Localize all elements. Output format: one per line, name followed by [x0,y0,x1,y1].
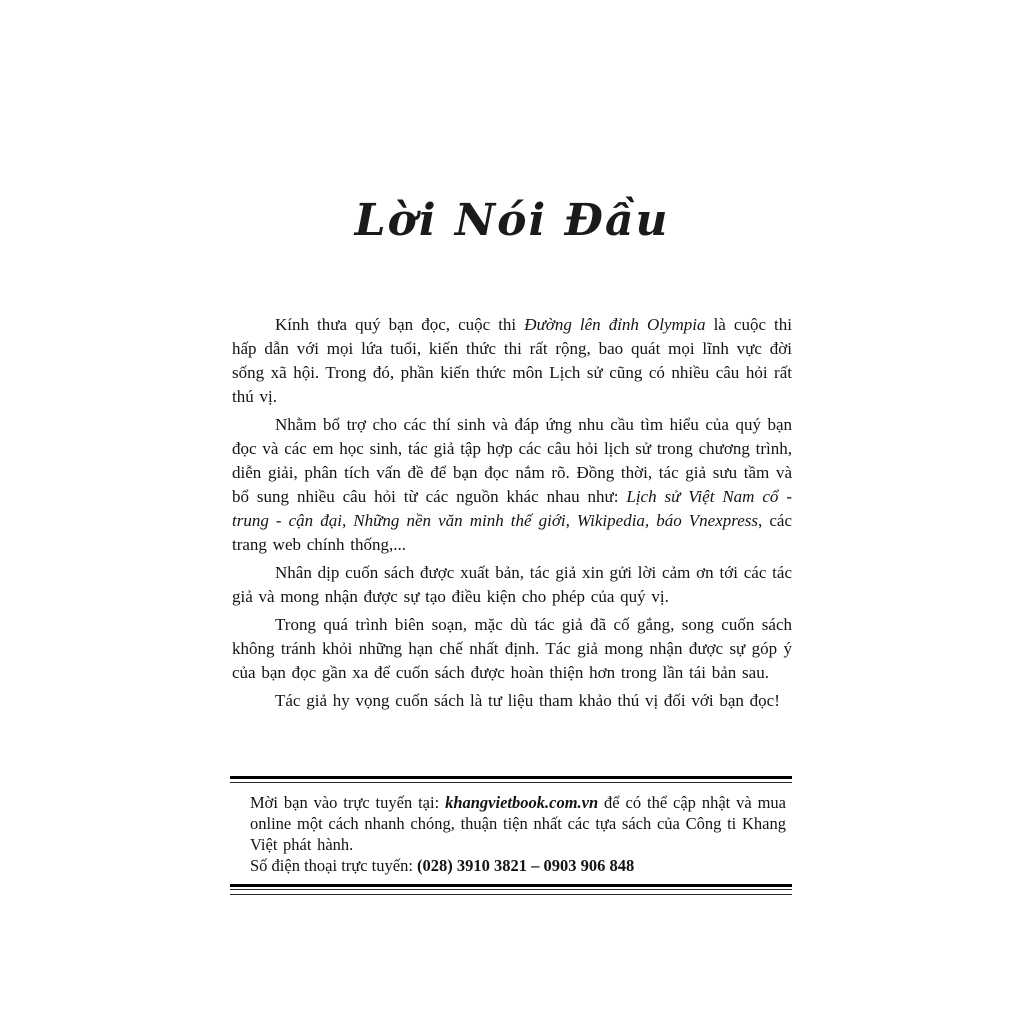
publisher-footer [230,776,792,895]
footer-phone-line [250,855,786,876]
text-segment: Mời bạn vào trực tuyến tại: [250,793,446,812]
text-segment: Lịch sử Việt Nam cổ - trung - cận đại, Những nền văn minh thế giới, Wikipedia, báo Vnexpress [232,487,792,530]
text-segment: để có thể cập nhật và mua online một cách nhanh chóng, thuận tiện nhất các tựa sách của Công ti Khang Việt phát hành. [250,793,786,854]
paragraph [232,413,792,557]
text-segment: khangvietbook.com.vn [445,793,599,812]
double-rule-top [230,776,792,783]
rule-thick [230,884,792,887]
text-segment: Nhân dịp cuốn sách được xuất bản, tác giả xin gửi lời cảm ơn tới các tác giả và mong nhận được sự tạo điều kiện cho phép của quý vị. [232,563,792,606]
text-segment: Nhằm bổ trợ cho các thí sinh và đáp ứng nhu cầu tìm hiểu của quý bạn đọc và các em học sinh, tác giả tập hợp các câu hỏi lịch sử trong chương trình, diễn giải, phân tích vấn đề để bạn đọc nắm rõ. Đồng thời, tác giả sưu tầm và bổ sung nhiều câu hỏi từ các nguồn khác nhau như: [232,415,792,506]
page-title: Lời Nói Đầu [354,195,670,246]
rule-thick [230,776,792,779]
text-segment: Kính thưa quý bạn đọc, cuộc thi [275,315,525,334]
paragraph [232,313,792,409]
text-segment: Trong quá trình biên soạn, mặc dù tác giả đã cố gắng, song cuốn sách không tránh khỏi những hạn chế nhất định. Tác giả mong nhận được sự góp ý của bạn đọc gần xa để cuốn sách được hoàn thiện hơn trong lần tái bản sau. [232,615,792,682]
text-segment: Số điện thoại trực tuyến: [250,856,418,875]
text-segment: Tác giả hy vọng cuốn sách là tư liệu tham khảo thú vị đối với bạn đọc! [275,691,780,710]
paragraph [232,561,792,609]
text-segment: , các trang web chính thống,... [232,511,793,554]
preface-body [232,313,792,717]
paragraph [232,689,792,713]
text-segment: Đường lên đỉnh Olympia [524,315,706,334]
text-segment: là cuộc thi hấp dẫn với mọi lứa tuổi, kiến thức thi rất rộng, bao quát mọi lĩnh vực đời sống xã hội. Trong đó, phần kiến thức môn Lịch sử cũng có nhiều câu hỏi rất thú vị. [232,315,792,406]
text-segment: (028) 3910 3821 – 0903 906 848 [417,856,635,875]
footer-text-block [250,792,786,876]
footer-promo-text [250,792,786,855]
rule-thin [230,889,792,890]
double-rule-bottom [230,884,792,895]
paragraph [232,613,792,685]
rule-thin [230,894,792,895]
rule-thin [230,782,792,783]
